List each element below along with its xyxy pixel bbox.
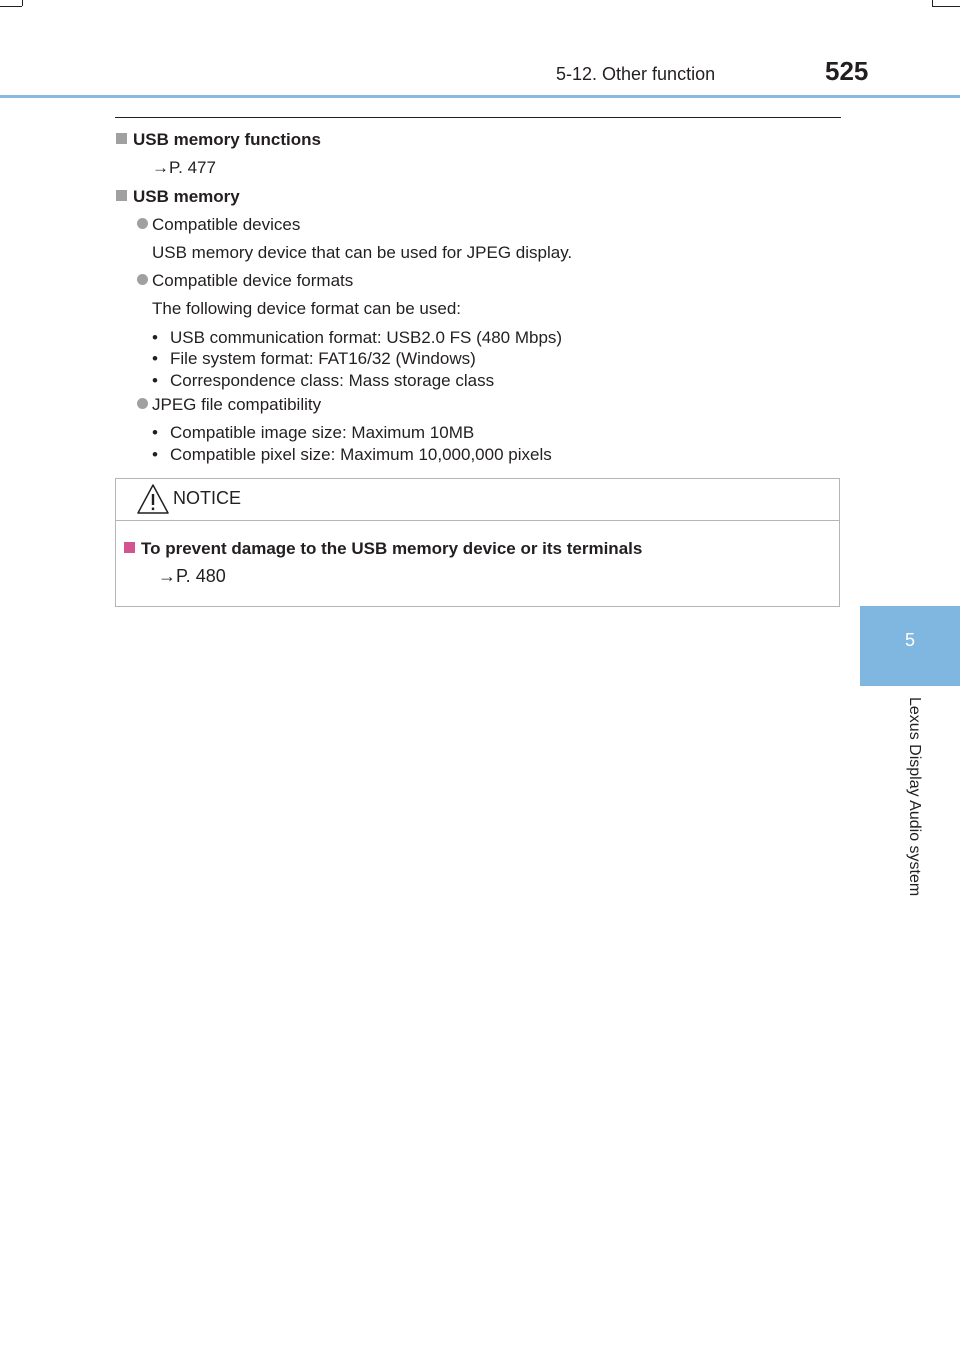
list-item: • Compatible pixel size: Maximum 10,000,000 pixels (152, 445, 552, 464)
list-item: • Compatible image size: Maximum 10MB (152, 423, 475, 442)
compatible-devices-text: USB memory device that can be used for JPEG display. (152, 243, 573, 262)
section-title: 5-12. Other function (556, 64, 716, 84)
notice-box (115, 478, 840, 607)
crop-mark (932, 6, 960, 7)
notice-heading: To prevent damage to the USB memory device or its terminals (124, 539, 642, 559)
list-item: • USB communication format: USB2.0 FS (480 Mbps) (152, 328, 563, 347)
page-number: 525 (825, 56, 869, 86)
circle-bullet-icon (137, 218, 148, 229)
circle-bullet-icon (137, 398, 148, 409)
square-bullet-icon (116, 133, 127, 144)
crop-mark (22, 0, 23, 6)
page-reference[interactable]: →P. 480 (158, 566, 226, 586)
usb-memory-functions-heading: USB memory functions (116, 130, 321, 150)
chapter-tab-title: Lexus Display Audio system (906, 697, 923, 897)
notice-header (116, 479, 839, 521)
header-rule (0, 95, 960, 98)
compatible-devices-label: Compatible devices (137, 215, 300, 235)
chapter-tab-number: 5 (860, 606, 960, 686)
list-item: • Correspondence class: Mass storage class (152, 371, 495, 390)
notice-title: NOTICE (173, 488, 242, 508)
list-item: • File system format: FAT16/32 (Windows) (152, 349, 476, 368)
compatible-formats-label: Compatible device formats (137, 271, 353, 291)
circle-bullet-icon (137, 274, 148, 285)
content-rule (115, 117, 841, 118)
square-bullet-icon (116, 190, 127, 201)
page-reference[interactable]: →P. 477 (152, 158, 216, 177)
warning-triangle-icon (136, 483, 170, 515)
square-bullet-icon (124, 542, 135, 553)
usb-memory-heading: USB memory (116, 187, 240, 207)
compatible-formats-text: The following device format can be used: (152, 299, 462, 318)
crop-mark (0, 6, 22, 7)
jpeg-compatibility-label: JPEG file compatibility (137, 395, 321, 415)
